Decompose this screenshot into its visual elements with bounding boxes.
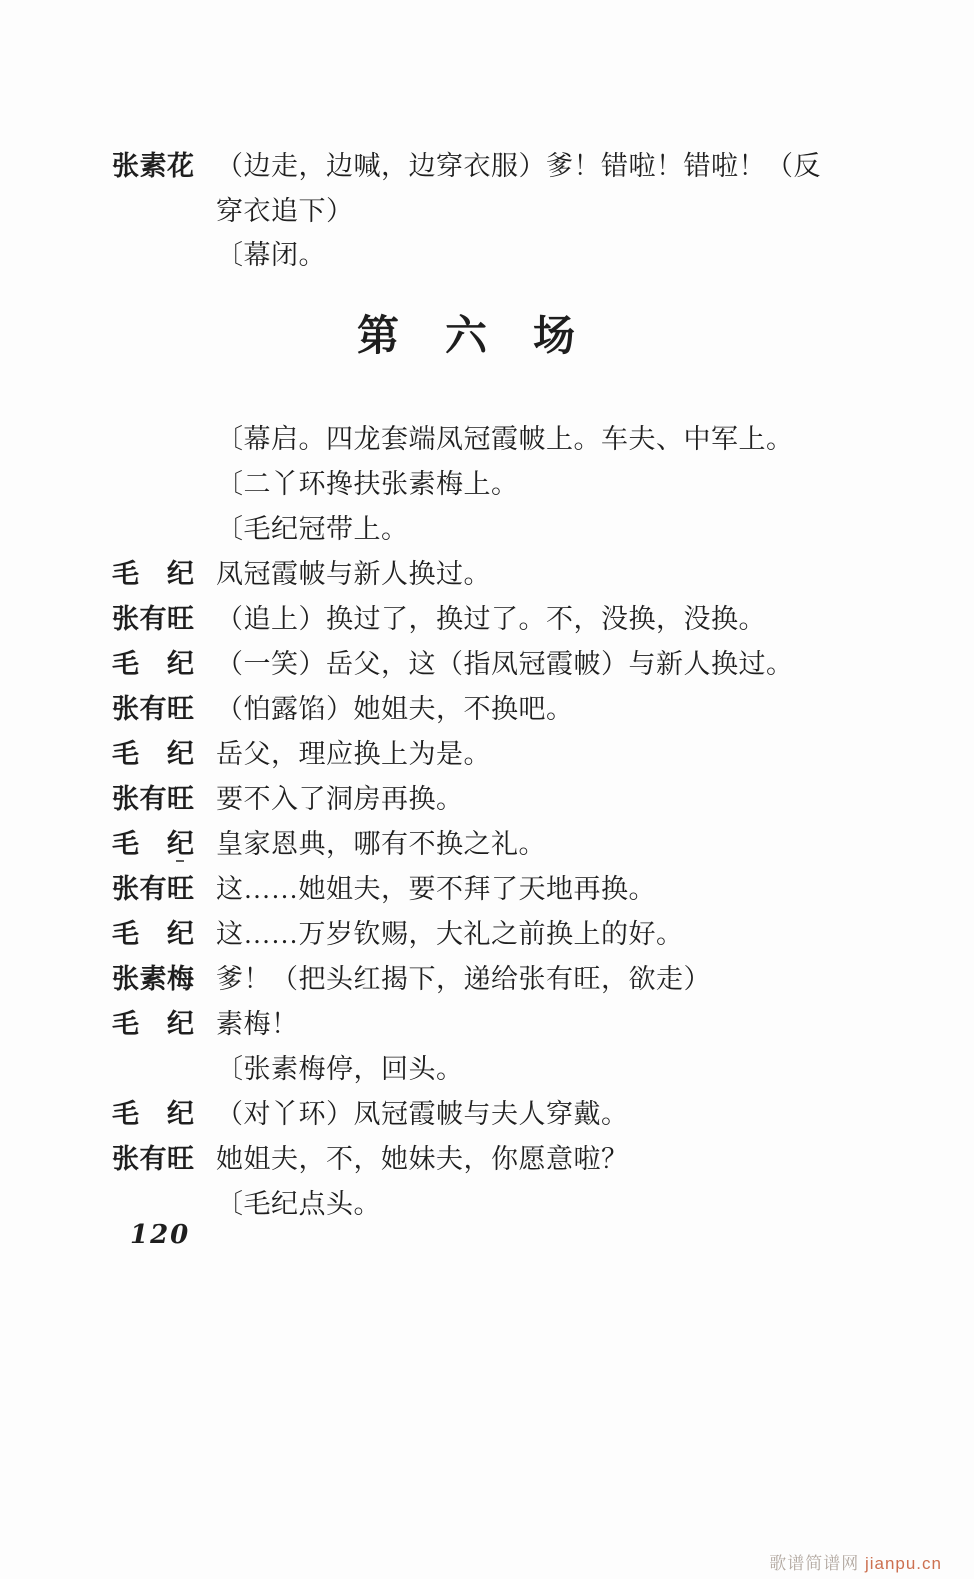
line-text: 〔幕启。四龙套端凤冠霞帔上。车夫、中军上。 xyxy=(216,424,794,454)
speaker-name: 毛 纪 xyxy=(112,739,195,769)
speaker-name: 张有旺 xyxy=(112,604,195,634)
script-content xyxy=(112,0,942,1224)
script-line xyxy=(112,684,942,729)
script-line xyxy=(112,414,942,459)
scene-title: 第 六 场 xyxy=(356,314,577,360)
line-text: 要不入了洞房再换。 xyxy=(216,784,464,814)
script-line xyxy=(112,729,942,774)
speaker-name: 毛 纪 xyxy=(112,1009,195,1039)
script-line xyxy=(112,230,942,275)
line-text: 皇家恩典，哪有不换之礼。 xyxy=(216,829,546,859)
opening-block xyxy=(112,0,942,275)
line-text: 凤冠霞帔与新人换过。 xyxy=(216,559,491,589)
line-text: （怕露馅）她姐夫，不换吧。 xyxy=(216,694,574,724)
line-text: 素梅！ xyxy=(216,1009,299,1039)
script-line xyxy=(112,504,942,549)
script-line xyxy=(112,774,942,819)
line-text: 〔幕闭。 xyxy=(216,240,326,270)
line-text: 〔毛纪冠带上。 xyxy=(216,514,409,544)
script-line xyxy=(112,864,942,909)
script-line xyxy=(112,1134,942,1179)
scene-body xyxy=(112,414,942,1224)
script-line xyxy=(112,186,942,230)
line-text: 〔毛纪点头。 xyxy=(216,1189,381,1219)
script-line xyxy=(112,594,942,639)
script-line xyxy=(112,549,942,594)
speaker-name: 张素花 xyxy=(112,150,195,181)
script-line xyxy=(112,140,942,186)
speaker-name: 张素梅 xyxy=(112,964,195,994)
script-line xyxy=(112,639,942,684)
line-text: 这……万岁钦赐，大礼之前换上的好。 xyxy=(216,919,684,949)
script-line xyxy=(112,819,942,864)
line-text: 她姐夫，不，她妹夫，你愿意啦？ xyxy=(216,1144,629,1174)
speaker-name: 毛 纪 xyxy=(112,559,195,589)
script-line xyxy=(112,954,942,999)
script-line xyxy=(112,1044,942,1089)
script-line xyxy=(112,999,942,1044)
line-text: 爹！（把头红揭下，递给张有旺，欲走） xyxy=(216,964,711,994)
speaker-name: 毛 纪 xyxy=(112,1099,195,1129)
script-line xyxy=(112,459,942,504)
line-text: 这……她姐夫，要不拜了天地再换。 xyxy=(216,874,656,904)
speaker-name: 毛 纪 xyxy=(112,919,195,949)
speaker-name: 张有旺 xyxy=(112,1144,195,1174)
print-artifact-dash xyxy=(176,860,184,862)
speaker-name: 毛 纪 xyxy=(112,829,195,859)
line-text: （边走，边喊，边穿衣服）爹！错啦！错啦！（反 xyxy=(216,150,821,181)
watermark-site-name: 歌谱简谱网 xyxy=(769,1554,860,1573)
page-number: 120 xyxy=(130,1220,191,1250)
script-line xyxy=(112,1089,942,1134)
script-line xyxy=(112,909,942,954)
speaker-name: 张有旺 xyxy=(112,874,195,904)
line-text: （一笑）岳父，这（指凤冠霞帔）与新人换过。 xyxy=(216,649,794,679)
line-text: 〔二丫环搀扶张素梅上。 xyxy=(216,469,519,499)
line-text: （追上）换过了，换过了。不，没换，没换。 xyxy=(216,604,766,634)
speaker-name: 张有旺 xyxy=(112,694,195,724)
line-text: （对丫环）凤冠霞帔与夫人穿戴。 xyxy=(216,1099,629,1129)
script-line xyxy=(112,1179,942,1224)
speaker-name: 毛 纪 xyxy=(112,649,195,679)
watermark xyxy=(769,1549,942,1574)
line-text: 穿衣追下） xyxy=(216,195,354,226)
speaker-name: 张有旺 xyxy=(112,784,195,814)
watermark-site-link[interactable]: jianpu.cn xyxy=(864,1554,942,1573)
line-text: 〔张素梅停，回头。 xyxy=(216,1054,464,1084)
line-text: 岳父，理应换上为是。 xyxy=(216,739,491,769)
